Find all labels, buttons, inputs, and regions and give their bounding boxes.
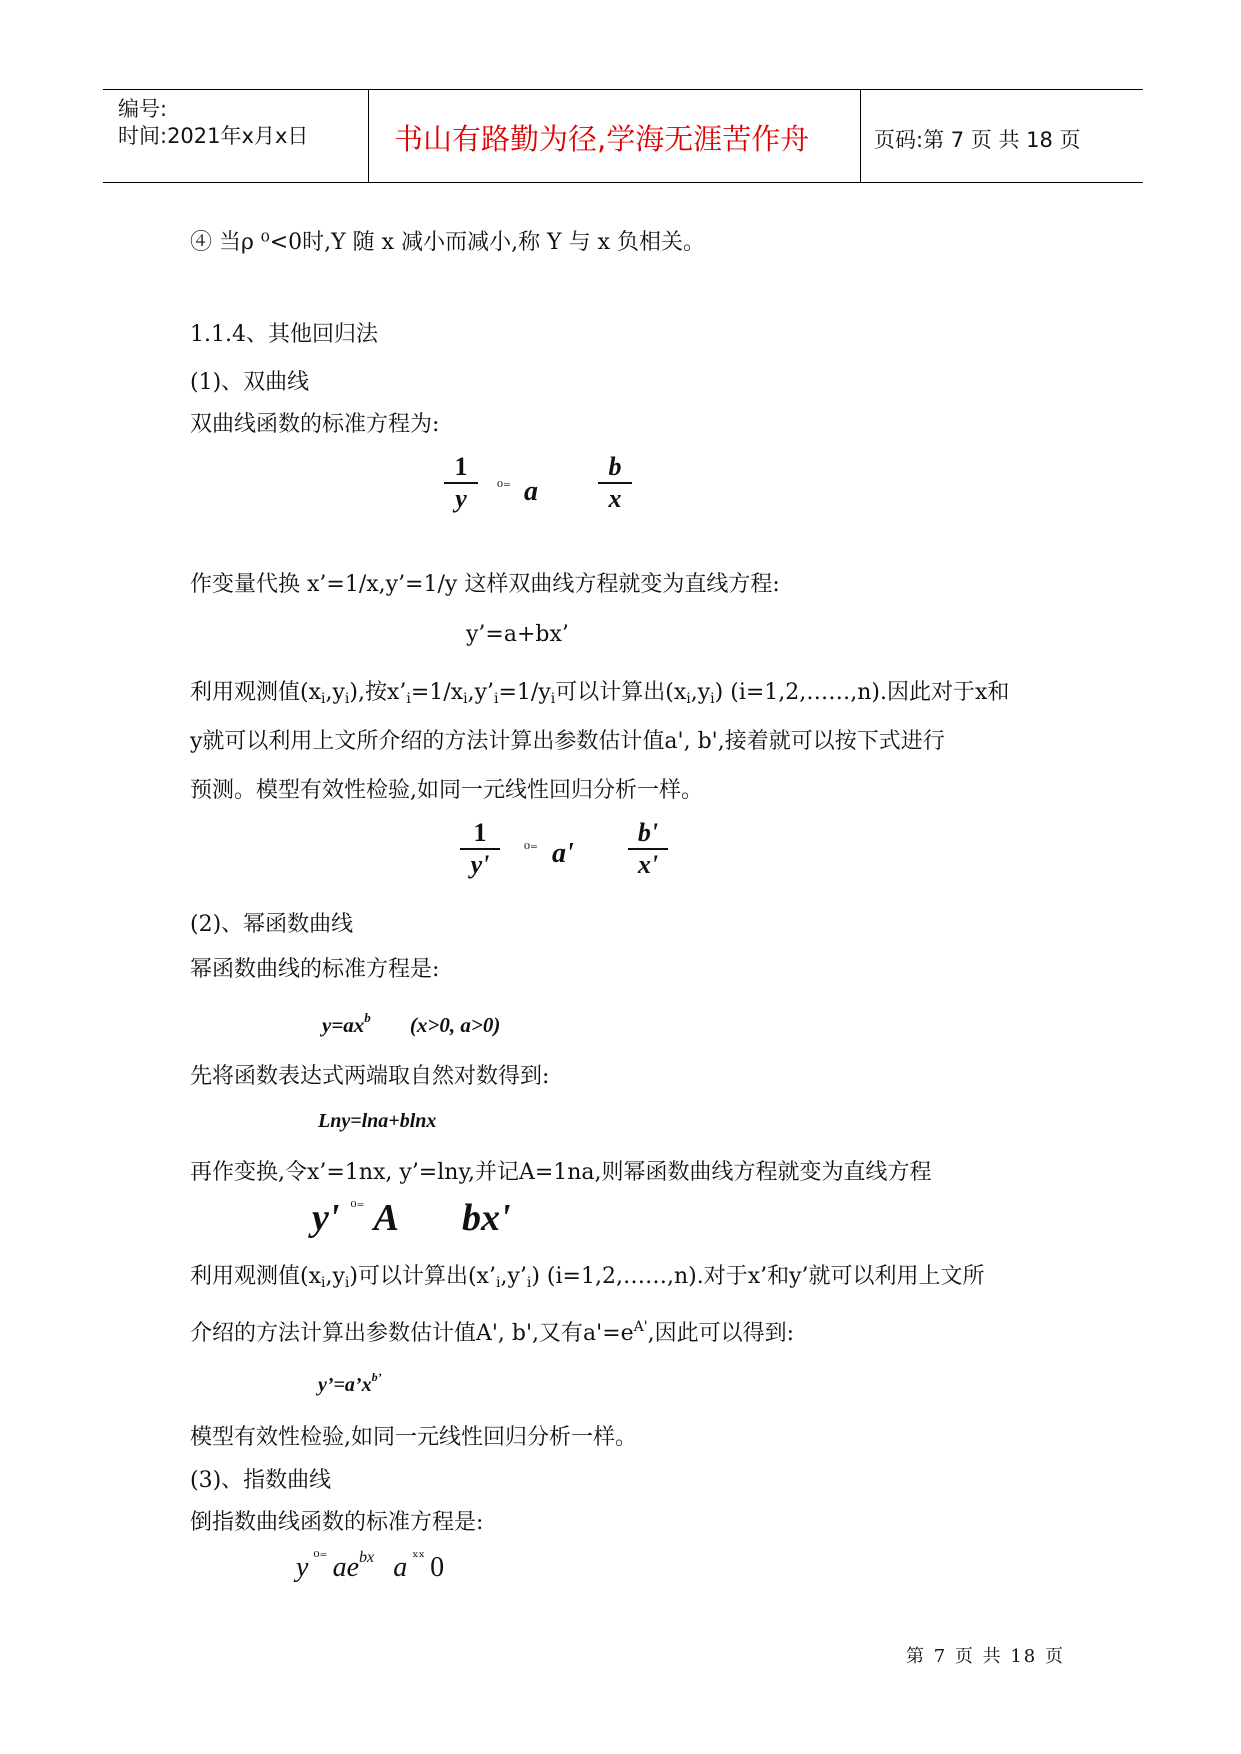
p2-sub-1: i bbox=[321, 1275, 326, 1291]
exponential-formula bbox=[296, 1548, 444, 1584]
validity-line: 模型有效性检验,如同一元线性回归分析一样。 bbox=[190, 1425, 637, 1450]
p1-sub-8: i bbox=[710, 691, 715, 707]
p2-seg-1: 利用观测值(x bbox=[190, 1264, 321, 1289]
subsection-hyperbola: (1)、双曲线 bbox=[190, 370, 310, 395]
power-formula-exponent: b bbox=[364, 1010, 371, 1025]
p1-seg-5: ,y’ bbox=[467, 680, 495, 705]
header-divider-left bbox=[368, 89, 369, 183]
p2b-sup: A' bbox=[633, 1319, 648, 1335]
greater-glyph: ˣˣ bbox=[412, 1548, 426, 1566]
formula-1-denominator: y bbox=[455, 484, 467, 513]
header-top-rule bbox=[103, 89, 1143, 90]
p1-seg-8: ,y bbox=[690, 680, 711, 705]
p1-sub-5: i bbox=[494, 691, 499, 707]
power-formula-condition: (x>0, a>0) bbox=[409, 1013, 501, 1037]
p1-seg-6: =1/y bbox=[498, 680, 551, 705]
formula-1-right-fraction bbox=[598, 452, 632, 514]
formula-1-numerator: 1 bbox=[454, 452, 468, 481]
p1-sub-4: i bbox=[463, 691, 468, 707]
p2-seg-4: ,y’ bbox=[500, 1264, 527, 1289]
paragraph-2-line-1 bbox=[190, 1262, 985, 1298]
exp-cond-0: 0 bbox=[430, 1552, 445, 1583]
substitution-line: 作变量代换 x’=1/x,y’=1/y 这样双曲线方程就变为直线方程: bbox=[190, 572, 780, 597]
p1-seg-7: 可以计算出(x bbox=[555, 680, 687, 705]
p2-seg-5: ) (i=1,2,……,n).对于x’和y’就可以利用上文所 bbox=[531, 1264, 985, 1289]
formula-2-denominator-x: x' bbox=[637, 850, 659, 879]
p1-sub-2: i bbox=[344, 691, 350, 707]
exp-sup: bx bbox=[359, 1549, 375, 1566]
log-description: 先将函数表达式两端取自然对数得到: bbox=[190, 1064, 550, 1089]
p2b-seg-2: ,因此可以得到: bbox=[647, 1321, 795, 1346]
p2b-seg-1: 介绍的方法计算出参数估计值A', b',又有a'=e bbox=[190, 1321, 634, 1346]
lin2-left: y' bbox=[312, 1197, 340, 1239]
equals-glyph-2: ⁰⁼ bbox=[524, 840, 538, 858]
p1-sub-1: i bbox=[321, 691, 326, 707]
header-bottom-rule bbox=[103, 182, 1143, 183]
lin2-right: bx' bbox=[462, 1197, 511, 1239]
yprime-formula bbox=[318, 1370, 382, 1397]
p1-seg-9: ) (i=1,2,……,n).因此对于x和 bbox=[714, 680, 1010, 705]
formula-1-denominator-x: x bbox=[608, 484, 622, 513]
p1-sub-6: i bbox=[550, 691, 556, 707]
paragraph-1-line-1 bbox=[190, 678, 1009, 714]
paragraph-1-line-2: y就可以利用上文所介绍的方法计算出参数估计值a', b',接着就可以按下式进行 bbox=[190, 729, 945, 754]
p1-sub-3: i bbox=[406, 691, 411, 707]
formula-2-right-fraction bbox=[628, 818, 668, 880]
p1-seg-2: ,y bbox=[325, 680, 345, 705]
equals-glyph-3: ⁰⁼ bbox=[350, 1198, 365, 1216]
formula-2-term-a: a' bbox=[552, 838, 574, 869]
header-motto: 书山有路勤为径,学海无涯苦作舟 bbox=[394, 122, 810, 156]
yprime-exponent: b’ bbox=[371, 1370, 382, 1384]
linear-equation-1: y’=a+bx’ bbox=[466, 622, 569, 647]
lin2-mid: A bbox=[373, 1197, 399, 1239]
section-heading: 1.1.4、其他回归法 bbox=[190, 322, 378, 347]
power-description: 幂函数曲线的标准方程是: bbox=[190, 957, 440, 982]
formula-2-left-fraction bbox=[460, 818, 500, 880]
formula-1-numerator-b: b bbox=[608, 452, 622, 481]
subsection-power: (2)、幂函数曲线 bbox=[190, 912, 354, 937]
subsection-exponential: (3)、指数曲线 bbox=[190, 1468, 332, 1493]
equals-glyph-4: ⁰⁼ bbox=[313, 1548, 328, 1566]
p1-seg-1: 利用观测值(x bbox=[190, 680, 321, 705]
ln-formula: Lny=lna+blnx bbox=[318, 1110, 437, 1132]
equals-glyph: ⁰⁼ bbox=[497, 478, 511, 496]
p2-sub-2: i bbox=[344, 1275, 350, 1291]
p2-sub-4: i bbox=[526, 1275, 532, 1291]
header-page-label: 页码:第 7 页 共 18 页 bbox=[874, 128, 1081, 152]
p2-seg-2: ,y bbox=[325, 1264, 345, 1289]
paragraph-2-line-2 bbox=[190, 1312, 794, 1349]
formula-2-denominator: y' bbox=[470, 850, 490, 879]
p1-seg-3: ),按x’ bbox=[349, 680, 407, 705]
p2-sub-3: i bbox=[495, 1275, 501, 1291]
hyperbola-description: 双曲线函数的标准方程为: bbox=[190, 412, 440, 437]
header-divider-right bbox=[860, 89, 861, 183]
header-time-label: 时间:2021年x月x日 bbox=[118, 124, 309, 148]
header-number-label: 编号: bbox=[118, 97, 168, 121]
exp-cond-a: a bbox=[393, 1552, 408, 1583]
yprime-main: y’=a’x bbox=[318, 1374, 372, 1396]
formula-1-left-fraction bbox=[444, 452, 478, 514]
p1-sub-7: i bbox=[686, 691, 691, 707]
paragraph-1-line-3: 预测。模型有效性检验,如同一元线性回归分析一样。 bbox=[190, 778, 703, 803]
p1-seg-4: =1/x bbox=[410, 680, 464, 705]
formula-2-numerator: 1 bbox=[473, 818, 487, 847]
exp-mid: ae bbox=[332, 1552, 359, 1583]
transform-line: 再作变换,令x’=1nx, y’=lny,并记A=1na,则幂函数曲线方程就变为直线方程 bbox=[190, 1160, 932, 1185]
page-footer: 第 7 页 共 18 页 bbox=[906, 1646, 1065, 1667]
exp-left: y bbox=[296, 1552, 309, 1583]
formula-2-numerator-b: b' bbox=[637, 818, 659, 847]
p2-seg-3: )可以计算出(x’ bbox=[349, 1264, 496, 1289]
power-formula bbox=[322, 1010, 500, 1038]
rho-condition-line: ④ 当ρ ⁰<0时,Y 随 x 减小而减小,称 Y 与 x 负相关。 bbox=[190, 230, 705, 255]
power-formula-main: y=ax bbox=[322, 1013, 365, 1037]
linear-equation-2 bbox=[312, 1196, 511, 1240]
exponential-description: 倒指数曲线函数的标准方程是: bbox=[190, 1510, 484, 1535]
formula-1-term-a: a bbox=[524, 476, 538, 507]
